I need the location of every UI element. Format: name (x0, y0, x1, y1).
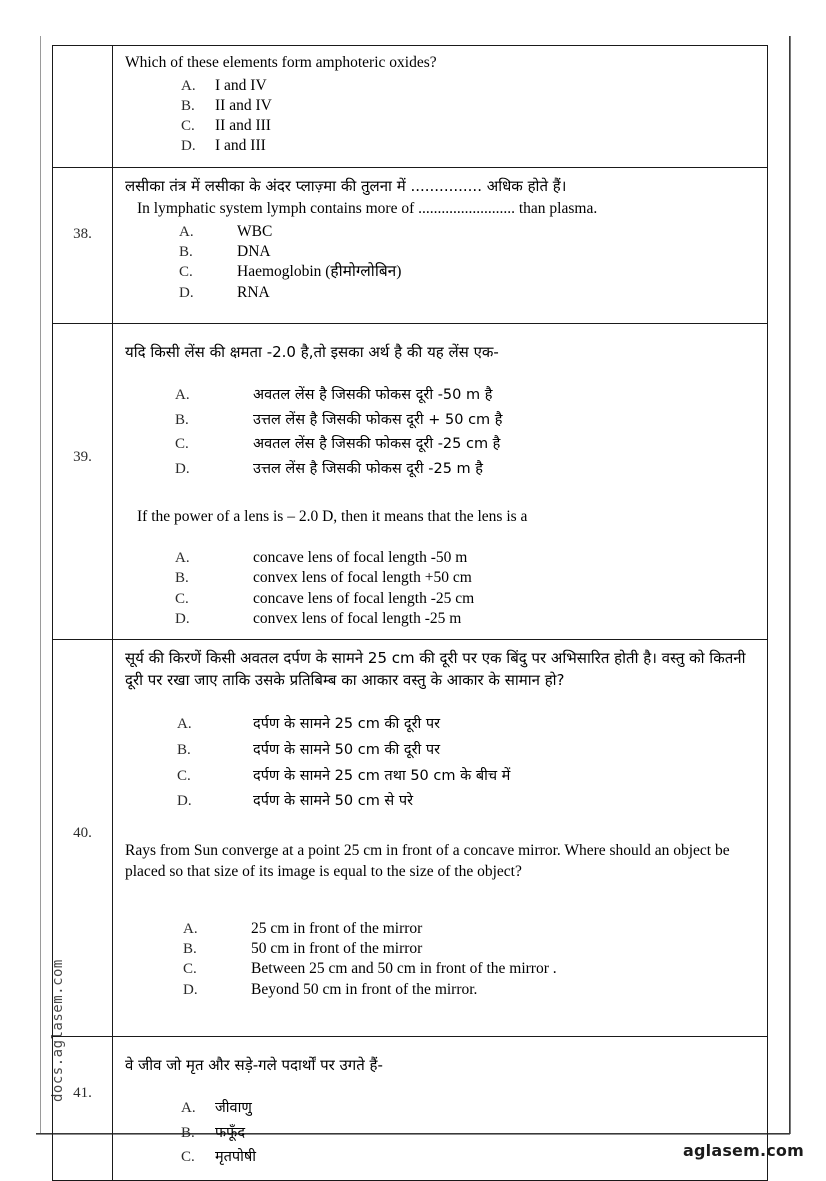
option-label-c: C. (175, 436, 189, 453)
option-label-d: D. (177, 793, 192, 810)
question-number: 40. (73, 824, 92, 841)
option-text: convex lens of focal length -25 m (253, 609, 462, 627)
question-number-cell (53, 323, 113, 639)
option-label-d: D. (181, 138, 196, 155)
option-text: दर्पण के सामने 25 cm तथा 50 cm के बीच में (253, 767, 511, 784)
option-item[interactable] (183, 980, 759, 1000)
option-label-b: B. (181, 1124, 195, 1141)
page-border-right (789, 36, 791, 1134)
option-label-b: B. (175, 411, 189, 428)
option-list-hindi (125, 712, 759, 815)
option-item[interactable] (181, 1145, 759, 1169)
option-item[interactable] (181, 136, 759, 156)
option-text: concave lens of focal length -50 m (253, 549, 468, 567)
option-item[interactable] (183, 919, 759, 939)
option-item[interactable] (179, 222, 759, 242)
option-text: I and IV (215, 76, 267, 94)
option-item[interactable] (181, 1121, 759, 1145)
table-row (53, 1036, 768, 1180)
option-label-d: D. (179, 284, 194, 301)
question-stem-english: If the power of a lens is – 2.0 D, then it means that the lens is a (137, 508, 528, 526)
option-label-b: B. (183, 941, 197, 958)
option-text: convex lens of focal length +50 cm (253, 569, 472, 587)
option-label-a: A. (181, 77, 196, 94)
option-label-a: A. (181, 1100, 196, 1117)
option-text: Between 25 cm and 50 cm in front of the mirror . (251, 960, 557, 978)
option-text: अवतल लेंस है जिसकी फोकस दूरी -50 m है (253, 387, 493, 404)
aglasem-logo: aglasem.com (682, 1141, 804, 1160)
question-number: 39. (73, 448, 92, 465)
question-table (52, 45, 768, 1181)
option-text: मृतपोषी (215, 1149, 257, 1166)
question-stem-english: Rays from Sun converge at a point 25 cm in front of a concave mirror. Where should an object be placed so that size of its image is equal to the size of the object? (125, 842, 730, 881)
option-text: Haemoglobin (हीमोग्लोबिन) (237, 263, 402, 281)
option-text: दर्पण के सामने 25 cm की दूरी पर (253, 715, 441, 732)
option-text: जीवाणु (215, 1100, 252, 1117)
question-number: 41. (73, 1084, 92, 1101)
option-text: concave lens of focal length -25 cm (253, 589, 475, 607)
question-number-cell (53, 46, 113, 168)
option-label-d: D. (175, 610, 190, 627)
option-item[interactable] (175, 609, 759, 629)
option-label-c: C. (175, 590, 189, 607)
question-body-cell (113, 167, 768, 323)
option-text: RNA (237, 283, 270, 301)
option-item[interactable] (175, 408, 759, 432)
option-item[interactable] (179, 262, 759, 282)
option-item[interactable] (183, 939, 759, 959)
option-text: दर्पण के सामने 50 cm की दूरी पर (253, 741, 441, 758)
option-label-a: A. (177, 715, 192, 732)
option-label-a: A. (175, 387, 190, 404)
option-item[interactable] (181, 76, 759, 96)
option-list-english (125, 76, 759, 157)
option-item[interactable] (175, 432, 759, 456)
option-item[interactable] (175, 457, 759, 481)
option-text: Beyond 50 cm in front of the mirror. (251, 980, 478, 998)
table-row (53, 639, 768, 1036)
option-label-a: A. (179, 224, 194, 241)
option-text: II and III (215, 117, 271, 135)
question-stem-hindi: यदि किसी लेंस की क्षमता -2.0 है,तो इसका अर्थ है की यह लेंस एक- (125, 342, 499, 361)
option-label-d: D. (175, 460, 190, 477)
option-item[interactable] (177, 764, 759, 790)
option-item[interactable] (177, 789, 759, 815)
option-list-hindi (125, 1096, 759, 1169)
question-number-cell (53, 167, 113, 323)
option-text: 50 cm in front of the mirror (251, 940, 423, 958)
option-text: II and IV (215, 97, 272, 115)
option-item[interactable] (183, 959, 759, 979)
option-text: उत्तल लेंस है जिसकी फोकस दूरी + 50 cm है (253, 411, 503, 428)
option-item[interactable] (181, 116, 759, 136)
question-body-cell (113, 46, 768, 168)
option-label-a: A. (175, 550, 190, 567)
option-label-c: C. (183, 961, 197, 978)
option-text: 25 cm in front of the mirror (251, 919, 423, 937)
option-item[interactable] (181, 1096, 759, 1120)
option-text: I and III (215, 137, 266, 155)
option-label-a: A. (183, 920, 198, 937)
table-row (53, 46, 768, 168)
table-row (53, 167, 768, 323)
option-item[interactable] (179, 283, 759, 303)
question-stem-hindi: लसीका तंत्र में लसीका के अंदर प्लाज़्मा की तुलना में ............... अधिक होते हैं। (125, 176, 567, 195)
option-item[interactable] (181, 96, 759, 116)
option-text: फफूँद (215, 1124, 246, 1141)
option-label-d: D. (183, 981, 198, 998)
question-body-cell (113, 323, 768, 639)
option-text: अवतल लेंस है जिसकी फोकस दूरी -25 cm है (253, 436, 501, 453)
option-item[interactable] (175, 548, 759, 568)
side-watermark: docs.aglasem.com (50, 959, 66, 1102)
option-item[interactable] (179, 242, 759, 262)
option-list-hindi (125, 383, 759, 481)
option-label-b: B. (175, 570, 189, 587)
option-label-b: B. (181, 98, 195, 115)
option-item[interactable] (175, 589, 759, 609)
option-label-c: C. (181, 118, 195, 135)
question-stem-english: Which of these elements form amphoteric oxides? (125, 54, 437, 71)
page-border-left (40, 36, 41, 1134)
option-label-c: C. (179, 264, 193, 281)
option-text: DNA (237, 243, 271, 261)
option-text: WBC (237, 223, 273, 241)
question-stem-english: In lymphatic system lymph contains more of ......................... than plasma. (137, 200, 598, 218)
option-label-c: C. (181, 1149, 195, 1166)
question-number: 38. (73, 225, 92, 242)
question-body-cell (113, 1036, 768, 1180)
option-item[interactable] (177, 738, 759, 764)
table-row (53, 323, 768, 639)
question-stem-hindi: वे जीव जो मृत और सड़े-गले पदार्थों पर उगते हैं- (125, 1055, 383, 1074)
option-text: उत्तल लेंस है जिसकी फोकस दूरी -25 m है (253, 460, 483, 477)
option-list-english (125, 548, 759, 629)
option-list-english (125, 919, 759, 1000)
option-text: दर्पण के सामने 50 cm से परे (253, 793, 414, 810)
option-label-b: B. (177, 741, 191, 758)
question-number-cell (53, 639, 113, 1036)
option-list-english (125, 222, 759, 303)
option-label-c: C. (177, 767, 191, 784)
option-item[interactable] (177, 712, 759, 738)
question-stem-hindi: सूर्य की किरणें किसी अवतल दर्पण के सामने 25 cm की दूरी पर एक बिंदु पर अभिसारित होती है। वस्तु को कितनी दूरी पर रखा जाए ताकि उसके प्रतिबिम्ब का आकार वस्तु के आकार के सामान हो? (125, 648, 746, 690)
question-number-cell (53, 1036, 113, 1180)
option-item[interactable] (175, 383, 759, 407)
question-body-cell (113, 639, 768, 1036)
option-item[interactable] (175, 568, 759, 588)
option-label-b: B. (179, 244, 193, 261)
